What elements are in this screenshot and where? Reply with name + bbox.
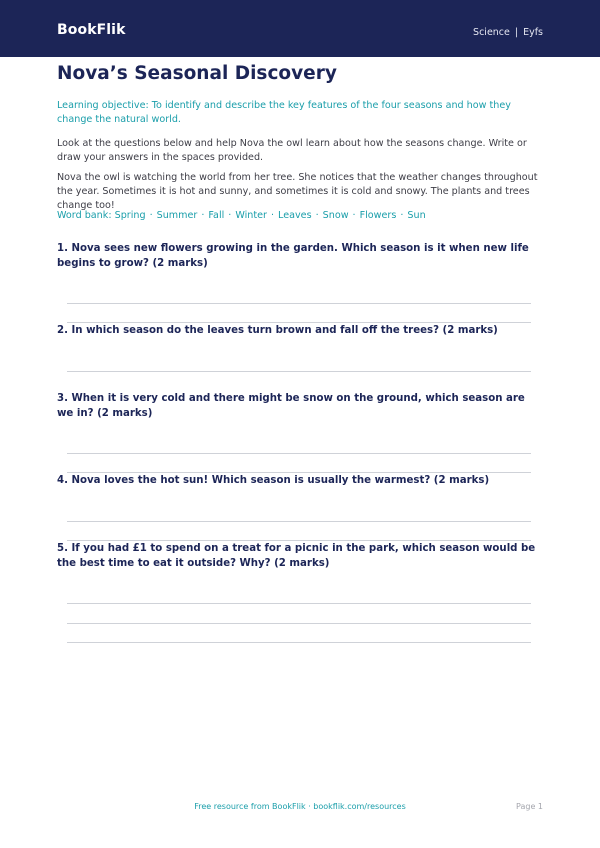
answer-line[interactable] — [67, 642, 531, 643]
answer-line[interactable] — [67, 303, 531, 304]
page-title: Nova’s Seasonal Discovery — [57, 63, 337, 84]
answer-line[interactable] — [67, 603, 531, 604]
subject-label: Science — [473, 27, 510, 38]
brand-logo-text: BookFlik — [57, 22, 126, 38]
level-label: Eyfs — [523, 27, 543, 38]
word-bank: Word bank: Spring · Summer · Fall · Winter · Leaves · Snow · Flowers · Sun — [57, 210, 426, 221]
answer-line[interactable] — [67, 371, 531, 372]
question-5: 5. If you had £1 to spend on a treat for a picnic in the park, which season would be the best time to eat it outside? Why? (2 marks) — [57, 543, 536, 569]
word-bank-word: Snow — [322, 210, 349, 221]
footer-credit-link[interactable]: Free resource from BookFlik · bookflik.com/resources — [194, 802, 406, 811]
answer-line[interactable] — [67, 623, 531, 624]
word-bank-label: Word bank: — [57, 210, 112, 221]
word-bank-word: Leaves — [278, 210, 312, 221]
question-4: 4. Nova loves the hot sun! Which season is usually the warmest? (2 marks) — [57, 475, 490, 486]
question-1: 1. Nova sees new flowers growing in the garden. Which season is it when new life begins to grow? (2 marks) — [57, 243, 529, 269]
header-bar — [0, 0, 600, 57]
word-bank-word: Spring — [114, 210, 146, 221]
story-text: Nova the owl is watching the world from her tree. She notices that the weather changes throughout the year. Sometimes it is hot and sunny, and sometimes it is cold and snowy. The plants and trees change too! — [57, 172, 538, 211]
answer-line[interactable] — [67, 521, 531, 522]
page-number: Page 1 — [516, 802, 543, 811]
subject-level-label — [473, 27, 543, 38]
question-2: 2. In which season do the leaves turn brown and fall off the trees? (2 marks) — [57, 325, 498, 336]
instructions-text: Look at the questions below and help Nova the owl learn about how the seasons change. Write or draw your answers in the spaces provided. — [57, 138, 527, 163]
word-bank-word: Winter — [235, 210, 267, 221]
word-bank-word: Fall — [208, 210, 225, 221]
separator: | — [514, 27, 519, 38]
word-bank-word: Summer — [156, 210, 198, 221]
learning-objective: Learning objective: To identify and describe the key features of the four seasons and how they change the natural world. — [57, 100, 511, 125]
answer-line[interactable] — [67, 453, 531, 454]
question-3: 3. When it is very cold and there might be snow on the ground, which season are we in? (2 marks) — [57, 393, 525, 419]
word-bank-word: Flowers — [359, 210, 397, 221]
word-bank-word: Sun — [407, 210, 426, 221]
